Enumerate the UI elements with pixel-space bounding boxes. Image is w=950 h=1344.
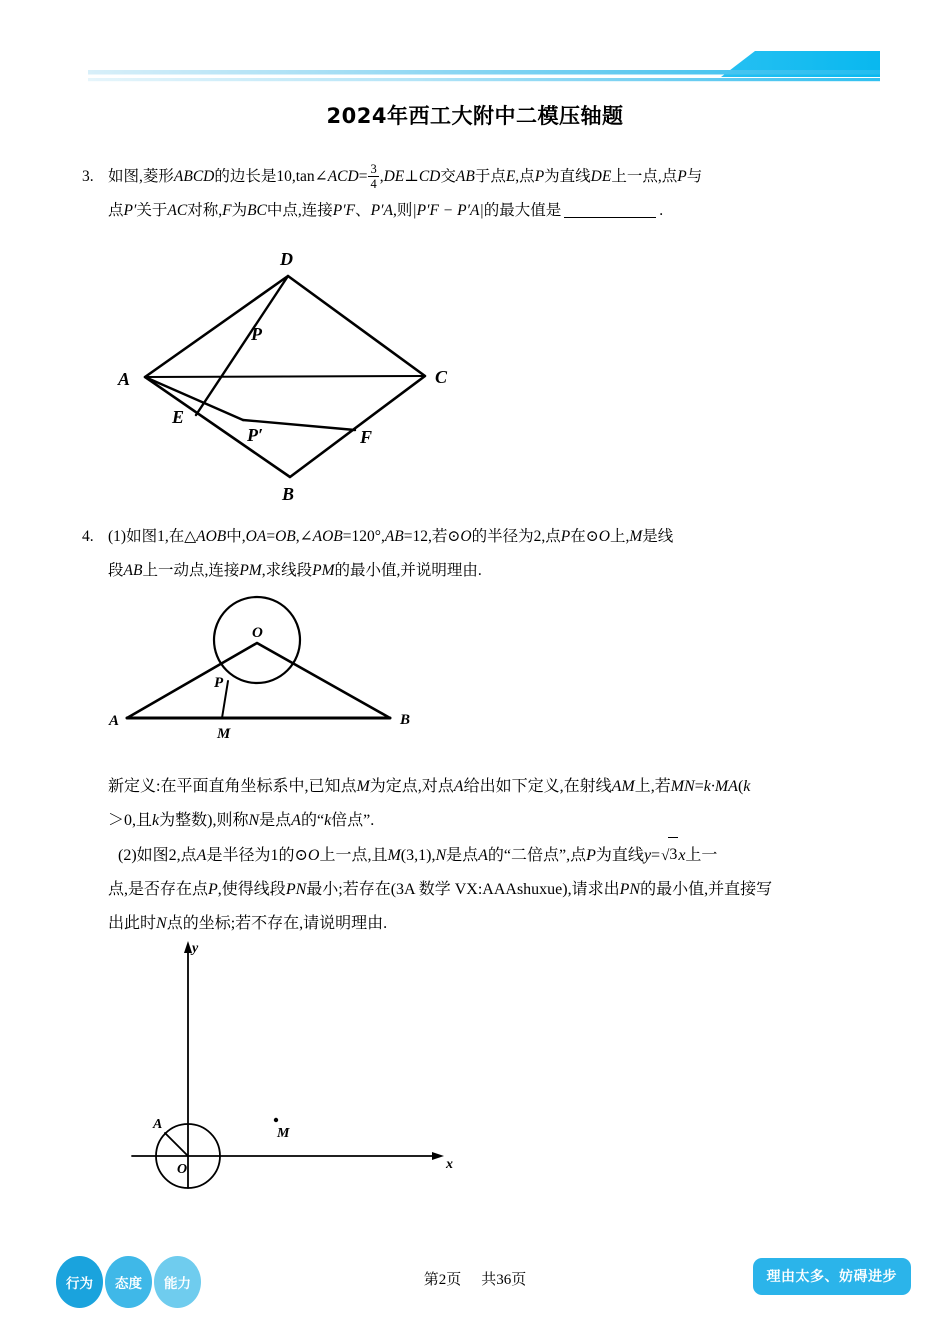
page-unit: 页	[446, 1272, 462, 1288]
label-P-prime: P′	[247, 425, 264, 445]
p4-var-ab: AB	[384, 528, 404, 545]
p42-t4: 上一点,且	[319, 847, 388, 864]
p3b-t2: 关于	[136, 202, 168, 219]
problem-4-part1-line-1	[108, 520, 882, 554]
triangle-sides	[127, 643, 390, 718]
p4-t6: 的半径为	[471, 528, 534, 545]
def-var-k: k	[743, 778, 751, 795]
p42-var-a: A	[196, 847, 207, 864]
def-var-am: AM	[611, 778, 635, 795]
page-total-unit: 页	[511, 1272, 527, 1288]
p42-t5: ,	[431, 847, 436, 864]
p4b-var-ab: AB	[123, 562, 143, 579]
p42-var-p: P	[586, 847, 596, 864]
p3-num-10: 10	[276, 168, 292, 185]
p4-var-oa: OA	[245, 528, 267, 545]
p42-var-n: N	[435, 847, 447, 864]
def-var-a: A	[453, 778, 464, 795]
def2-val0: 0	[124, 812, 133, 829]
segment-oa	[165, 1133, 188, 1156]
p42c-var-n: N	[156, 915, 167, 932]
segment-de	[196, 276, 288, 415]
problem-4-number: 4.	[82, 528, 94, 545]
label-M: M	[277, 1126, 290, 1141]
p3-t6: 于点	[474, 168, 506, 185]
def2-t2: ,且	[132, 812, 153, 829]
p3-t10: 与	[686, 168, 703, 185]
def2-var-n: N	[248, 812, 260, 829]
p3-t7: ,点	[515, 168, 535, 185]
p42b-var-pn: PN	[285, 881, 307, 898]
p3b-t4: 为	[231, 202, 248, 219]
p42-var-o: O	[307, 847, 320, 864]
p4-var-o2: O	[598, 528, 610, 545]
p4-var-m: M	[629, 528, 643, 545]
def-t2: 为定点,对点	[369, 778, 454, 795]
badge-taidu: 态度	[105, 1256, 152, 1308]
p4-val-120: 120°	[351, 528, 381, 545]
p42-var-x: x	[678, 847, 686, 864]
def2-t6: 倍点”.	[331, 812, 375, 829]
p3b-var-pprime: P′	[123, 202, 137, 219]
p42-t3: 的⊙	[278, 847, 308, 864]
p3b-t1: 点	[108, 202, 124, 219]
p4-t1: (1)如图1,在△	[108, 528, 197, 545]
p4b-t4: 的最小值,并说明理由.	[334, 562, 482, 579]
p42-t1: (2)如图2,点	[118, 847, 197, 864]
problem-4-part2	[108, 838, 898, 941]
p3-var-ab: AB	[455, 168, 475, 185]
footer-slogan-pill: 理由太多、妨碍进步	[753, 1258, 912, 1295]
p42-var-m: M	[387, 847, 401, 864]
label-D: D	[280, 249, 293, 269]
def-t4: 上,若	[634, 778, 671, 795]
p4b-var-pm: PM	[239, 562, 262, 579]
point-m-dot	[274, 1118, 278, 1122]
def2-t1: ＞	[108, 812, 125, 829]
header-banner	[0, 0, 950, 95]
p42-var-y: y	[643, 847, 652, 864]
p4-eq1: =	[266, 528, 276, 545]
label-x: x	[446, 1157, 453, 1172]
label-O: O	[177, 1162, 188, 1177]
p3-var-e: E	[505, 168, 516, 185]
badge-nengli: 能力	[154, 1256, 201, 1308]
p3b-t8: 的最大值是	[483, 202, 562, 219]
p3b-var-pa: P′A	[370, 202, 393, 219]
p42-sqrt	[660, 838, 678, 873]
p3b-var-bc: BC	[247, 202, 267, 219]
page-title: 2024年西工大附中二模压轴题	[326, 104, 624, 128]
p3b-expr: |P′F − P′A|	[412, 202, 484, 219]
p42-t6: 是点	[446, 847, 479, 864]
p42b-var-p: P	[208, 881, 218, 898]
label-O: O	[252, 625, 263, 641]
def-t1: 新定义:在平面直角坐标系中,已知点	[108, 778, 357, 795]
def2-var-k: k	[152, 812, 160, 829]
p42b-t4: ,请求出	[567, 881, 620, 898]
def2-t3: 为整数),则称	[159, 812, 249, 829]
page-footer	[0, 1248, 950, 1328]
radicand: 3	[668, 837, 678, 872]
p4-eq3: =	[403, 528, 413, 545]
y-axis-arrow	[184, 941, 192, 953]
p3-var-abcd: ABCD	[173, 168, 215, 185]
p3-t1: 如图,菱形	[108, 168, 174, 185]
label-B: B	[400, 712, 411, 728]
p4b-var-pm2: PM	[312, 562, 335, 579]
label-y: y	[192, 941, 199, 956]
p42c-t1: 出此时	[108, 915, 157, 932]
header-rule-bottom	[88, 78, 880, 81]
problem-4-part1-line-2	[108, 554, 882, 588]
p3b-t9: .	[659, 202, 664, 219]
p42-var-a2: A	[478, 847, 488, 864]
rhombus-figure-graphic	[110, 245, 510, 510]
segment-a-pprime	[145, 377, 243, 420]
def-var-mn: MN	[670, 778, 695, 795]
def-t3: 给出如下定义,在射线	[463, 778, 612, 795]
p4-val-2: 2	[533, 528, 542, 545]
triangle-circle-graphic	[100, 595, 440, 745]
p4-var-p: P	[560, 528, 571, 545]
def2-var-a: A	[291, 812, 301, 829]
p3-t5: 交	[440, 168, 456, 185]
p3-t2: 的边长是	[214, 168, 277, 185]
p3-var-cd: CD	[418, 168, 441, 185]
label-A: A	[153, 1117, 163, 1132]
definition-line-1	[108, 770, 888, 804]
label-E: E	[172, 407, 185, 427]
header-rule-top	[88, 70, 880, 75]
def2-t5: 的“	[300, 812, 325, 829]
p4-var-aob2: AOB	[312, 528, 343, 545]
page-prefix: 第	[423, 1272, 439, 1288]
p42b-t3: 最小;若存在	[306, 881, 391, 898]
def-var-kma: k·MA	[703, 778, 738, 795]
p4-eq2: =	[342, 528, 352, 545]
def-var-m: M	[356, 778, 370, 795]
page-total-prefix: 共	[481, 1272, 497, 1288]
p42-t8: 为直线	[595, 847, 644, 864]
p3b-t5: 中点,连接	[266, 202, 333, 219]
p3-fraction	[368, 162, 378, 191]
p42-t7: 的“二倍点”,点	[487, 847, 587, 864]
p4-t2: 中,	[226, 528, 246, 545]
problem-4-part2-line-2	[108, 873, 898, 907]
coordinate-circle-figure	[120, 930, 460, 1197]
label-F: F	[360, 427, 373, 447]
p4b-t3: ,求线段	[261, 562, 313, 579]
def-eq: =	[694, 778, 704, 795]
p3b-t6: 、	[355, 202, 371, 219]
problem-3-number: 3.	[82, 168, 94, 185]
p42c-t2: 点的坐标;若不存在,请说明理由.	[166, 915, 388, 932]
p3-var-de: DE	[383, 168, 405, 185]
p42b-t1: 点,是否存在点	[108, 881, 209, 898]
p3b-t3: 对称,	[187, 202, 223, 219]
p42b-t5: 的最小值,并直接写	[640, 881, 773, 898]
triangle-circle-figure	[100, 595, 440, 750]
label-P: P	[214, 675, 224, 691]
p3b-t7: ,则	[392, 202, 413, 219]
p3-var-p: P	[534, 168, 545, 185]
coordinate-graphic	[120, 930, 460, 1192]
def2-var-k2: k	[324, 812, 332, 829]
problem-3	[82, 160, 882, 228]
p4b-t1: 段	[108, 562, 124, 579]
label-A: A	[117, 369, 130, 389]
label-P: P	[251, 324, 262, 344]
p4-t4: ,	[380, 528, 385, 545]
radical-sign: √	[661, 848, 670, 864]
problem-4	[82, 520, 882, 588]
p42-val1: 1	[270, 847, 279, 864]
p4-t7: ,点	[541, 528, 561, 545]
p4-val-12: 12	[412, 528, 429, 545]
label-A: A	[108, 713, 120, 729]
p42b-t2: ,使得线段	[217, 881, 286, 898]
p3b-var-pf: P′F	[332, 202, 356, 219]
new-definition-block	[108, 770, 888, 838]
p4-t9: 上,	[609, 528, 630, 545]
p3-frac-denominator: 4	[370, 176, 377, 191]
diagonal-ac	[145, 376, 425, 377]
p4-var-o: O	[460, 528, 472, 545]
p4-t8: 在⊙	[570, 528, 599, 545]
p42b-var-pn2: PN	[619, 881, 641, 898]
badge-xingwei: 行为	[56, 1256, 103, 1308]
p3-frac-numerator: 3	[370, 161, 377, 176]
def2-t4: 是点	[259, 812, 292, 829]
p3-eq1: =	[358, 168, 368, 185]
x-axis-arrow	[432, 1152, 444, 1160]
problem-3-line-2	[108, 194, 882, 228]
p3-var-p2: P	[677, 168, 687, 185]
p4-t5: ,若⊙	[428, 528, 461, 545]
p42-coord-m: (3,1)	[400, 847, 432, 864]
p3-var-acd: ACD	[327, 168, 359, 185]
p3-t9: 上一点,点	[611, 168, 678, 185]
p3b-var-f: F	[222, 202, 232, 219]
page-total: 36	[496, 1272, 512, 1288]
p3-var-de2: DE	[590, 168, 612, 185]
p4-t10: 是线	[642, 528, 674, 545]
problem-4-part2-line-1	[108, 838, 898, 873]
p42-t9: 上一	[685, 847, 718, 864]
p4-var-aob: AOB	[196, 528, 227, 545]
def-t5: (	[737, 778, 744, 795]
p3-t4: ,	[379, 168, 384, 185]
p3b-var-ac: AC	[167, 202, 188, 219]
watermark-text: (3A 数学 VX:AAAshuxue)	[390, 881, 568, 898]
p3-perp-symbol: ⊥	[404, 168, 419, 185]
p3-t3: ,tan∠	[291, 168, 328, 185]
label-C: C	[435, 367, 448, 387]
header-banner-graphic	[0, 0, 950, 95]
p4b-t2: 上一动点,连接	[142, 562, 240, 579]
label-M: M	[217, 726, 231, 742]
problem-3-line-1	[108, 160, 882, 194]
page-current: 2	[438, 1272, 447, 1288]
rhombus-figure	[110, 245, 510, 515]
p42-eq: =	[651, 847, 661, 864]
label-B: B	[282, 484, 295, 504]
definition-line-2	[108, 804, 888, 838]
p3-t8: 为直线	[544, 168, 591, 185]
answer-blank[interactable]	[564, 217, 656, 218]
p4-var-ob: OB	[275, 528, 296, 545]
p4-t3: ,∠	[295, 528, 313, 545]
p42-t2: 是半径为	[206, 847, 271, 864]
